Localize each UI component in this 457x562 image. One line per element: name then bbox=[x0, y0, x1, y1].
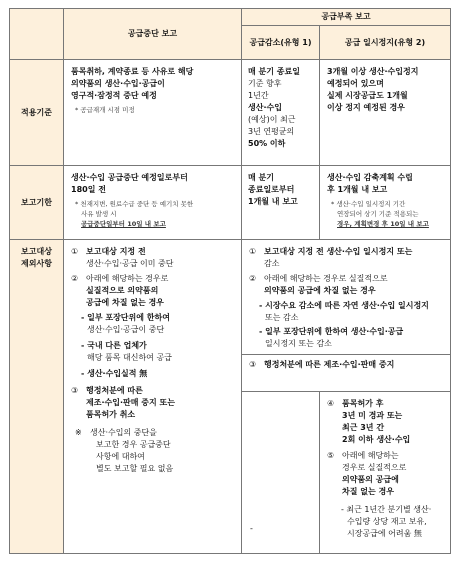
header-supply-decrease: 공급감소(유형 1) bbox=[242, 26, 320, 60]
deadline-stop-line: 180일 전 bbox=[71, 185, 106, 194]
apply-dec-line: 50% 이하 bbox=[248, 139, 286, 148]
deadline-stop-line: 생산·수입 공급중단 예정일로부터 bbox=[71, 173, 188, 182]
apply-stop-line: 의약품의 생산·수입·공급이 bbox=[71, 79, 165, 88]
apply-dec-line: 생산·수입 bbox=[248, 103, 282, 112]
row-label-deadline: 보고기한 bbox=[10, 166, 64, 240]
apply-sus-line: 예정되어 있으며 bbox=[327, 79, 384, 88]
deadline-sus-note: 경우, 계획변경 후 10일 내 보고 bbox=[337, 220, 429, 228]
deadline-sus-note: 연장되어 상기 기준 적용되는 bbox=[337, 210, 419, 218]
header-corner bbox=[10, 9, 64, 60]
row-label-apply: 적용기준 bbox=[10, 60, 64, 166]
deadline-sus-line: 후 1개월 내 보고 bbox=[327, 185, 388, 194]
deadline-dec-line: 종료일로부터 bbox=[248, 185, 295, 194]
deadline-stop-cell bbox=[64, 166, 242, 240]
apply-sus-line: 실제 시장공급도 1개월 bbox=[327, 91, 408, 100]
deadline-dec-line: 매 분기 bbox=[248, 173, 274, 182]
exclude-shortage-cell: ① 보고대상 지정 전 생산·수입 일시정지 또는 감소 ② 아래에 해당하는 경우로 실질적으로 의약품의 공급에 차질 없는 경우 - 시장수요 감소에 따른 자연 생산·수입 일시정지 또는 감소 - 일부 포장단위에 한하여 생산·수입·공급 일시정지 또는 감소 ③ 행정처분에 따른 제조·수입·판매 중지 bbox=[242, 240, 451, 392]
deadline-stop-note: 공급중단일부터 10일 내 보고 bbox=[81, 220, 166, 228]
apply-dec-line: 3년 연평균의 bbox=[248, 127, 295, 136]
header-supply-stop: 공급중단 보고 bbox=[64, 9, 242, 60]
deadline-suspend-cell bbox=[320, 166, 451, 240]
deadline-stop-note: 사유 발생 시 bbox=[81, 210, 117, 218]
deadline-stop-note: * 천재지변, 원료수급 중단 등 예기치 못한 bbox=[75, 200, 194, 208]
apply-dec-line: 기준 향후 bbox=[248, 79, 282, 88]
apply-dec-line: (예상)이 최근 bbox=[248, 115, 296, 124]
apply-dec-line: 1년간 bbox=[248, 91, 269, 100]
apply-stop-note: * 공급재개 시점 미정 bbox=[75, 106, 135, 114]
apply-decrease-cell bbox=[242, 60, 320, 166]
deadline-sus-line: 생산·수입 감축계획 수립 bbox=[327, 173, 413, 182]
row-label-exclude: 보고대상 제외사항 bbox=[10, 240, 64, 554]
apply-sus-line: 3개월 이상 생산·수입정지 bbox=[327, 67, 419, 76]
apply-sus-line: 이상 정지 예정된 경우 bbox=[327, 103, 405, 112]
deadline-dec-line: 1개월 내 보고 bbox=[248, 197, 298, 206]
exclude-suspend-cell: ④ 품목허가 후 3년 미 경과 또는 최근 3년 간 2회 이하 생산·수입 ⑤ 아래에 해당하는 경우로 실질적으로 의약품의 공급에 차질 없는 경우 - 최근 1년간 분기별 생산· 수입량 상당 재고 보유, 시장공급에 어려움 無 bbox=[320, 392, 451, 554]
apply-stop-line: 영구적·잠정적 중단 예정 bbox=[71, 91, 157, 100]
apply-stop-cell bbox=[64, 60, 242, 166]
exclude-stop-cell: ① 보고대상 지정 전 생산·수입·공급 이미 중단 ② 아래에 해당하는 경우로 실질적으로 의약품의 공급에 차질 없는 경우 - 일부 포장단위에 한하여 생산·수입·공급이 중단 - 국내 다른 업체가 해당 품목 대신하여 공급 - 생산·수입실적 無 ③ 행정처분에 따른 제조·수입·판매 중지 또는 품목허가 취소 ※ 생산·수입의 중단을 보고한 경우 공급중단 사항에 대하여 별도 보고할 필요 없음 bbox=[64, 240, 242, 554]
deadline-sus-note: * 생산·수입 일시정지 기간 bbox=[331, 200, 406, 208]
header-supply-suspend: 공급 일시정지(유형 2) bbox=[320, 26, 451, 60]
apply-stop-line: 품목취하, 계약종료 등 사유로 해당 bbox=[71, 67, 194, 76]
exclude-decrease-cell: - bbox=[242, 392, 320, 554]
header-supply-shortage: 공급부족 보고 bbox=[242, 9, 451, 26]
apply-dec-line: 매 분기 종료일 bbox=[248, 67, 300, 76]
deadline-decrease-cell bbox=[242, 166, 320, 240]
apply-suspend-cell bbox=[320, 60, 451, 166]
supply-report-table bbox=[9, 8, 450, 554]
